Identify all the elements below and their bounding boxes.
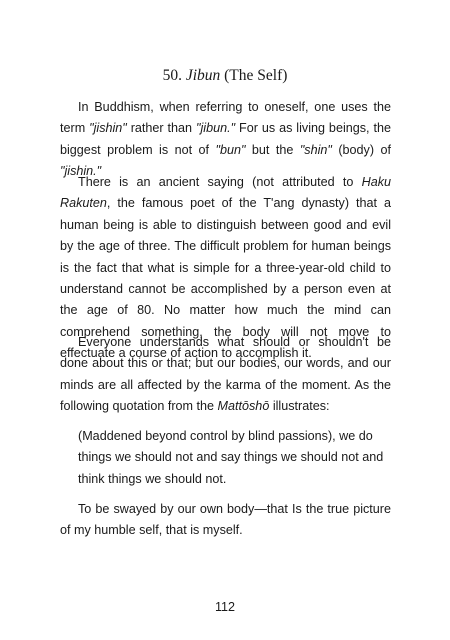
- term-jishin: "jishin": [89, 121, 127, 136]
- chapter-heading: [0, 66, 450, 86]
- chapter-term: Jibun: [185, 67, 221, 84]
- paragraph-1-text: but the: [245, 142, 300, 157]
- page-number: 112: [214, 600, 236, 614]
- paragraph-1-text: For us as living beings, the biggest problem is not of: [60, 121, 391, 157]
- chapter-number: 50.: [162, 67, 182, 84]
- term-bun: "bun": [215, 142, 246, 157]
- term-jishin-end: "jishin.": [60, 164, 102, 179]
- paragraph-3: [60, 332, 391, 418]
- term-shin: "shin": [299, 142, 332, 157]
- paragraph-1-text: rather than: [126, 121, 196, 136]
- term-jibun: "jibun.": [196, 121, 236, 136]
- paragraph-1-text: In Buddhism, when referring to oneself, one uses the term: [60, 100, 391, 136]
- block-quote: (Maddened beyond control by blind passions), we do things we should not and say things we should not and think things we should not.: [78, 429, 384, 486]
- paragraph-4: To be swayed by our own body—that Is the true picture of my humble self, that is myself.: [60, 502, 391, 538]
- paragraph-1: [60, 97, 391, 183]
- paragraph-1-text: (body) of: [331, 142, 391, 157]
- paragraph-2-text: , the famous poet of the T'ang dynasty) that a human being is able to distinguish between good and evil by the age of three. The difficult problem for human beings is the fact that what is simple for a three-year-old child to understand cannot be accomplished by a person even at the age of 80. No matter how much the mind can comprehend something, the body will not move to effectuate a course of action to accomplish it.: [60, 196, 391, 361]
- chapter-gloss: (The Self): [224, 67, 288, 84]
- paragraph-3-text: illustrates:: [269, 399, 330, 414]
- paragraph-3-text: Everyone understands what should or shouldn't be done about this or that; but our bodies, our words, and our minds are all affected by the karma of the moment. As the following quotation from the: [60, 335, 391, 414]
- title-mattosho: Mattōshō: [217, 399, 270, 414]
- name-haku-rakuten: Haku Rakuten: [60, 175, 391, 211]
- paragraph-2-text: There is an ancient saying (not attributed to: [78, 175, 362, 189]
